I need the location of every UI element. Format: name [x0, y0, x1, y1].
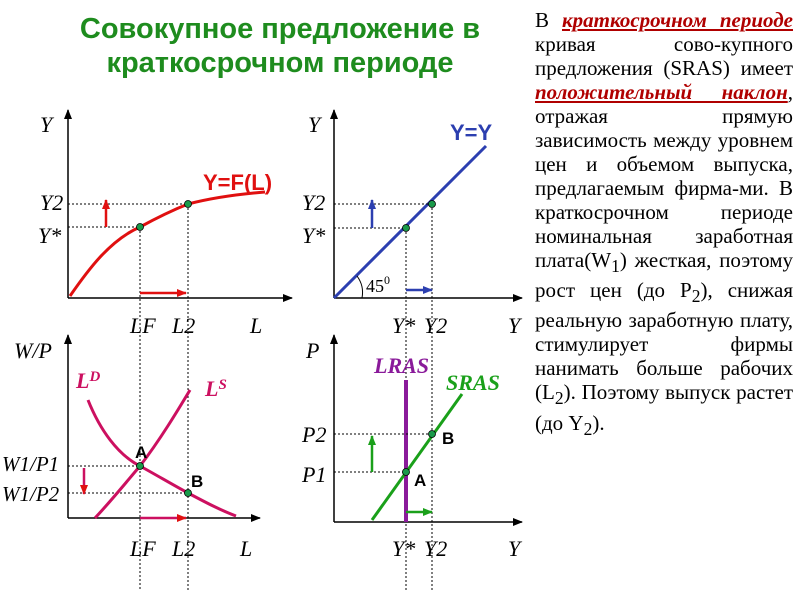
sras-line — [372, 394, 462, 520]
point-b — [429, 431, 436, 438]
x-tick-l2: L2 — [172, 313, 196, 338]
x-axis-label: L — [240, 536, 253, 561]
text-part: ) жесткая, поэтому рост цен (до P — [535, 248, 793, 303]
x-tick-l2: L2 — [172, 536, 196, 561]
text-part: ), снижая реальную заработную плату, стимулирует фирмы нанимать больше рабочих (L — [535, 278, 793, 405]
y-axis-label: Y — [40, 112, 53, 137]
demand-label: $L^D$ — [76, 368, 101, 393]
text-part: , отражая прямую зависимость между уровнем цен и объемом выпуска, предлагаемым фирма-ми. В краткосрочном периоде номинальная заработная плата(W — [535, 80, 793, 272]
production-curve — [70, 192, 265, 296]
y-axis-label: W/P — [14, 338, 52, 363]
slide-title: Совокупное предложение в краткосрочном периоде — [79, 13, 481, 79]
x-tick-ystar: Y* — [392, 536, 416, 561]
x-tick-ystar: Y* — [392, 313, 416, 338]
y-axis-label: P — [306, 338, 320, 363]
text-part: В — [535, 8, 562, 32]
line-label: Y=Y — [450, 120, 493, 145]
y-tick-ystar: Y* — [302, 223, 326, 248]
angle-label: $45^0$ — [366, 273, 390, 296]
subscript: 2 — [691, 286, 701, 307]
text-part: кривая сово-купного предложения (SRAS) имеет — [535, 32, 793, 80]
emphasis-short-run: краткосрочном периоде — [562, 8, 793, 32]
text-part: ). — [592, 410, 605, 435]
sras-label: SRAS — [446, 370, 500, 395]
panel-labor-market — [2, 335, 260, 561]
y-tick-p2: P2 — [302, 422, 327, 447]
point-a-label: A — [414, 471, 427, 490]
x-tick-lf: LF — [130, 536, 156, 561]
point-b-label: B — [442, 429, 455, 448]
subscript: 2 — [583, 418, 593, 439]
point-a — [137, 463, 144, 470]
text-part: ). Поэтому выпуск растет (до Y — [535, 380, 793, 435]
subscript: 1 — [611, 256, 620, 277]
y-tick-w1p1: W1/P1 — [2, 452, 60, 476]
x-tick-y2: Y2 — [424, 313, 448, 338]
supply-label: $L^S$ — [205, 376, 227, 401]
y-tick-ystar: Y* — [38, 223, 62, 248]
x-axis-label: Y — [508, 536, 521, 561]
point-b-label: B — [191, 472, 204, 491]
y-tick-y2: Y2 — [302, 190, 326, 215]
point — [137, 224, 144, 231]
y-tick-w1p2: W1/P2 — [2, 482, 60, 506]
y-axis-label: Y — [308, 112, 321, 137]
y-tick-y2: Y2 — [40, 190, 64, 215]
panel-aggregate-supply — [301, 335, 523, 561]
subscript: 2 — [554, 388, 564, 409]
x-axis-label: Y — [508, 313, 521, 338]
angle-arc — [357, 276, 363, 298]
emphasis-positive-slope: положительный наклон — [535, 80, 788, 104]
point — [185, 201, 192, 208]
explanation-text — [535, 8, 793, 441]
x-tick-lf: LF — [130, 313, 156, 338]
point — [403, 225, 410, 232]
labor-demand-curve — [88, 400, 236, 516]
lras-label: LRAS — [374, 353, 430, 378]
point-a-label: A — [135, 443, 148, 462]
panel-45-degree — [302, 110, 523, 590]
x-axis-label: L — [250, 313, 263, 338]
45-degree-line — [334, 146, 486, 298]
x-tick-y2: Y2 — [424, 536, 448, 561]
point-a — [403, 469, 410, 476]
point — [429, 201, 436, 208]
curve-label: Y=F(L) — [203, 170, 273, 195]
y-tick-p1: P1 — [302, 462, 327, 487]
